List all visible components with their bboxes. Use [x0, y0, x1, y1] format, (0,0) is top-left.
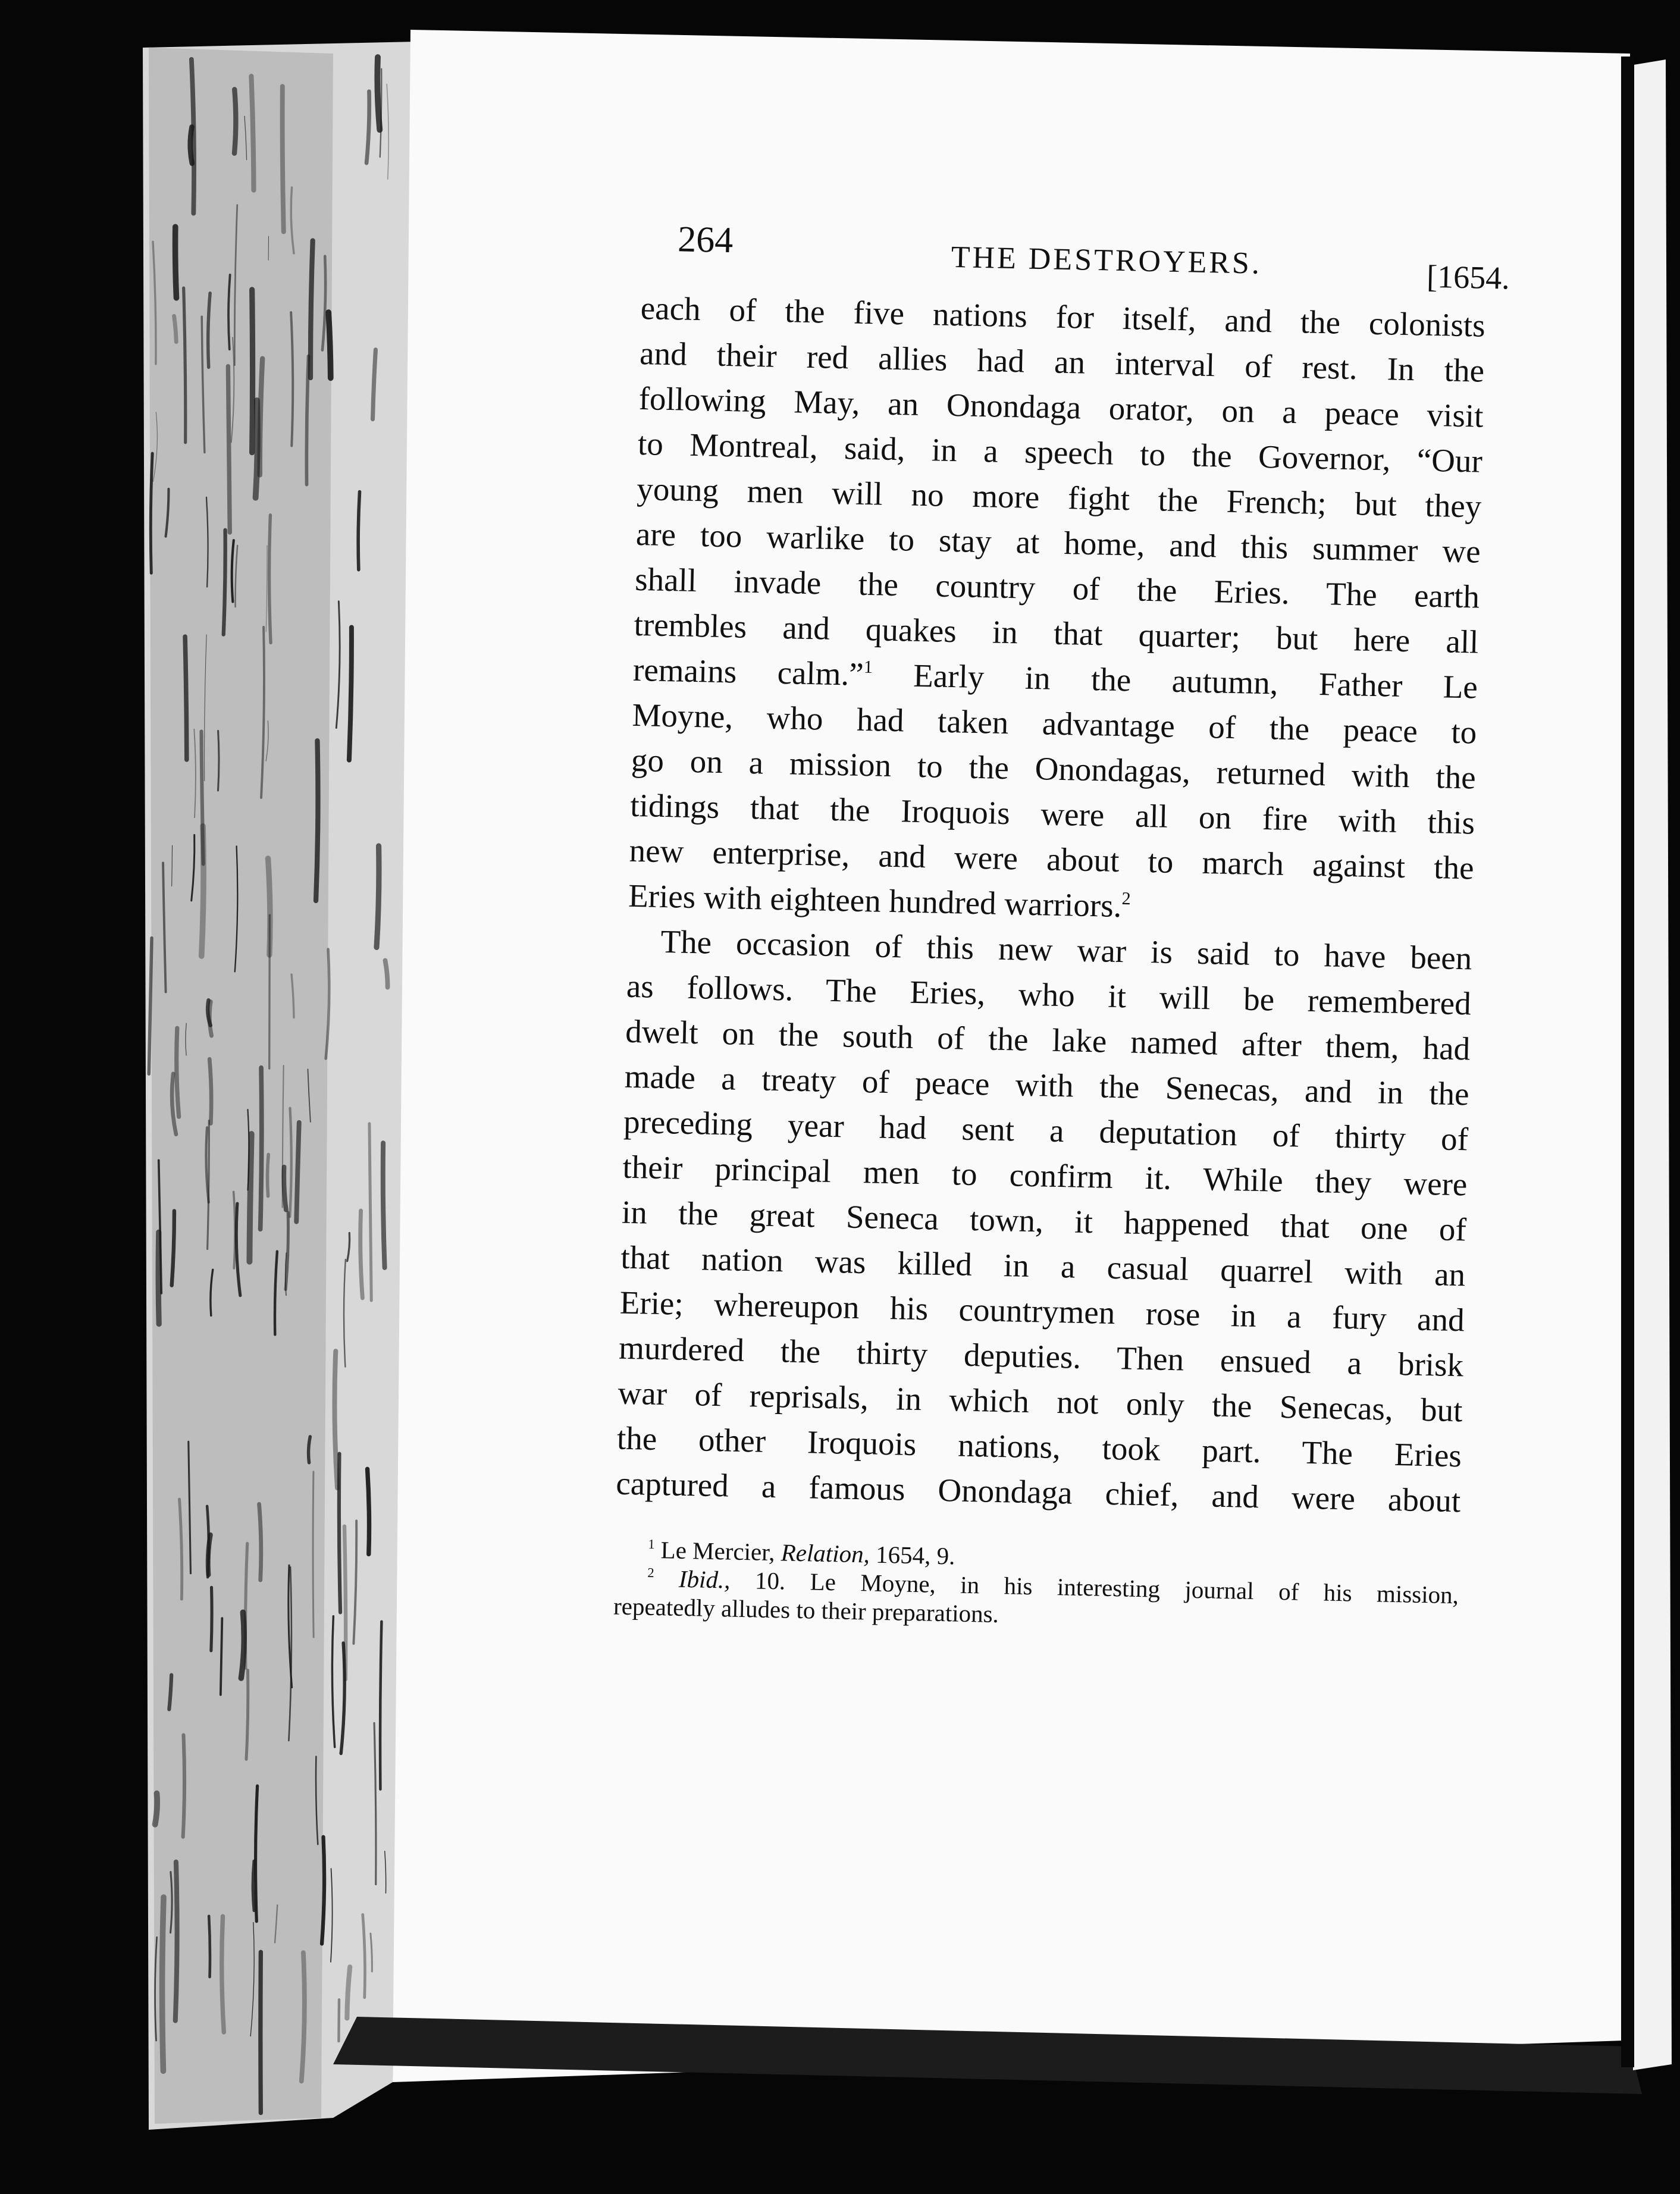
text-line: to Montreal, said, in a speech to the Governor, “Our	[637, 425, 1483, 479]
page-text	[610, 220, 1511, 1785]
text-line: each of the five nations for itself, and the colonists	[640, 289, 1486, 344]
text-line: in the great Seneca town, it happened that one of	[621, 1193, 1467, 1248]
text-line: Moyne, who had taken advantage of the peace to	[631, 696, 1477, 751]
footnote-ref-text: 1654, 9.	[875, 1540, 955, 1570]
footnote-ibid: Ibid.,	[678, 1565, 731, 1594]
footnote-author: Le Mercier,	[660, 1536, 776, 1566]
text-line: the other Iroquois nations, took part. The Eries	[616, 1419, 1462, 1474]
text-line: made a treaty of peace with the Senecas, and in the	[624, 1058, 1470, 1112]
text-fragment: Early in the autumn, Father Le	[913, 657, 1478, 706]
text-line: new enterprise, and were about to march against the	[629, 832, 1475, 886]
footnote-ref: 1	[863, 656, 873, 678]
footnotes	[613, 1535, 1460, 1638]
text-line: go on a mission to the Onondagas, returned with the	[631, 741, 1477, 796]
text-fragment: Eries with eighteen hundred warriors.	[628, 877, 1123, 924]
footnote-2-continued: repeatedly alludes to their preparations.	[613, 1592, 999, 1628]
text-line: young men will no more fight the French; but they	[636, 470, 1482, 525]
footnote-marker: 1	[648, 1536, 655, 1552]
paragraph	[616, 919, 1472, 1524]
text-line: tidings that the Iroquois were all on fire with this	[629, 786, 1475, 841]
page-number: 264	[677, 219, 734, 261]
text-line: and their red allies had an interval of rest. In the	[639, 334, 1485, 389]
footnote-marker: 2	[647, 1565, 654, 1581]
footnote-title: Relation,	[781, 1538, 870, 1568]
paragraph	[628, 286, 1485, 936]
text-line: dwelt on the south of the lake named after them, had	[625, 1013, 1471, 1067]
text-line: The occasion of this new war is said to have been	[660, 923, 1472, 977]
body-text	[616, 286, 1486, 1524]
text-line: war of reprisals, in which not only the Senecas, but	[618, 1374, 1463, 1429]
text-line: Erie; whereupon his countrymen rose in a fury and	[619, 1284, 1465, 1339]
text-line: as follows. The Eries, who it will be remembered	[626, 967, 1472, 1022]
text-line: murdered the thirty deputies. Then ensued a brisk	[618, 1329, 1464, 1384]
footnote-ref: 2	[1121, 888, 1132, 909]
text-line: their principal men to confirm it. While they were	[622, 1148, 1468, 1203]
running-title: THE DESTROYERS.	[951, 240, 1262, 281]
text-line: that nation was killed in a casual quarrel with an	[620, 1239, 1466, 1293]
running-year: [1654.	[1426, 258, 1510, 296]
text-line: are too warlike to stay at home, and this summer we	[635, 515, 1481, 570]
text-line: preceding year had sent a deputation of thirty of	[623, 1103, 1469, 1158]
text-line: following May, an Onondaga orator, on a peace visit	[638, 380, 1484, 434]
text-line: trembles and quakes in that quarter; but here all	[634, 606, 1480, 660]
next-page-edge	[1630, 59, 1672, 2070]
text-line: shall invade the country of the Eries. The earth	[634, 560, 1480, 615]
text-fragment: remains calm.”	[632, 651, 864, 692]
footnote-text: 10. Le Moyne, in his interesting journal of his mission,	[754, 1566, 1459, 1609]
text-line: captured a famous Onondaga chief, and were about	[615, 1465, 1461, 1519]
